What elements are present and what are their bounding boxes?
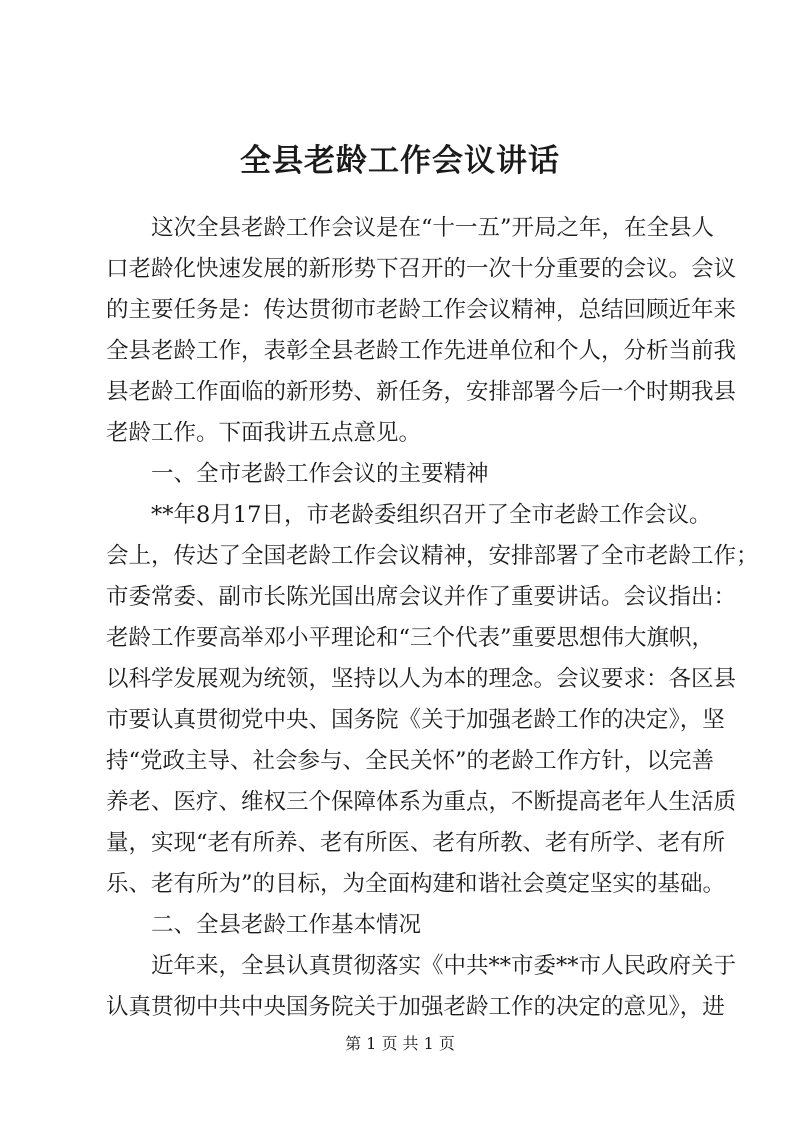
body-line-11: 老龄工作要高举邓小平理论和“三个代表”重要思想伟大旗帜， [106,625,715,651]
body-line-10: 市委常委、副市长陈光国出席会议并作了重要讲话。会议指出： [106,584,737,610]
body-line-15: 养老、医疗、维权三个保障体系为重点，不断提高老年人生活质 [106,789,737,815]
body-line-9: 会上，传达了全国老龄工作会议精神，安排部署了全市老龄工作； [106,543,759,569]
document-title: 全县老龄工作会议讲话 [240,143,560,179]
body-line-13: 市要认真贯彻党中央、国务院《关于加强老龄工作的决定》，坚 [106,707,725,733]
body-line-2: 口老龄化快速发展的新形势下召开的一次十分重要的会议。会议 [106,256,737,282]
body-line-5: 县老龄工作面临的新形势、新任务，安排部署今后一个时期我县 [106,379,737,405]
body-line-3: 的主要任务是：传达贯彻市老龄工作会议精神，总结回顾近年来 [106,297,737,323]
body-line-14: 持“党政主导、社会参与、全民关怀”的老龄工作方针，以完善 [106,748,715,774]
body-line-1: 这次全县老龄工作会议是在“十一五”开局之年，在全县人 [151,215,715,241]
body-line-17: 乐、老有所为”的目标，为全面构建和谐社会奠定坚实的基础。 [106,871,726,897]
body-line-12: 以科学发展观为统领，坚持以人为本的理念。会议要求：各区县 [106,666,737,692]
body-line-8: **年8月17日，市老龄委组织召开了全市老龄工作会议。 [151,502,712,528]
body-line-6: 老龄工作。下面我讲五点意见。 [106,420,422,446]
section-heading-2: 二、全县老龄工作基本情况 [151,912,422,938]
body-line-20: 认真贯彻中共中央国务院关于加强老龄工作的决定的意见》，进 [106,994,725,1020]
section-heading-1: 一、全市老龄工作会议的主要精神 [151,461,489,487]
body-line-16: 量，实现“老有所养、老有所医、老有所教、老有所学、老有所 [106,830,726,856]
body-line-4: 全县老龄工作，表彰全县老龄工作先进单位和个人，分析当前我 [106,338,737,364]
page-number-footer: 第 1 页 共 1 页 [345,1034,455,1053]
body-line-19: 近年来，全县认真贯彻落实《中共**市委**市人民政府关于 [151,953,737,979]
